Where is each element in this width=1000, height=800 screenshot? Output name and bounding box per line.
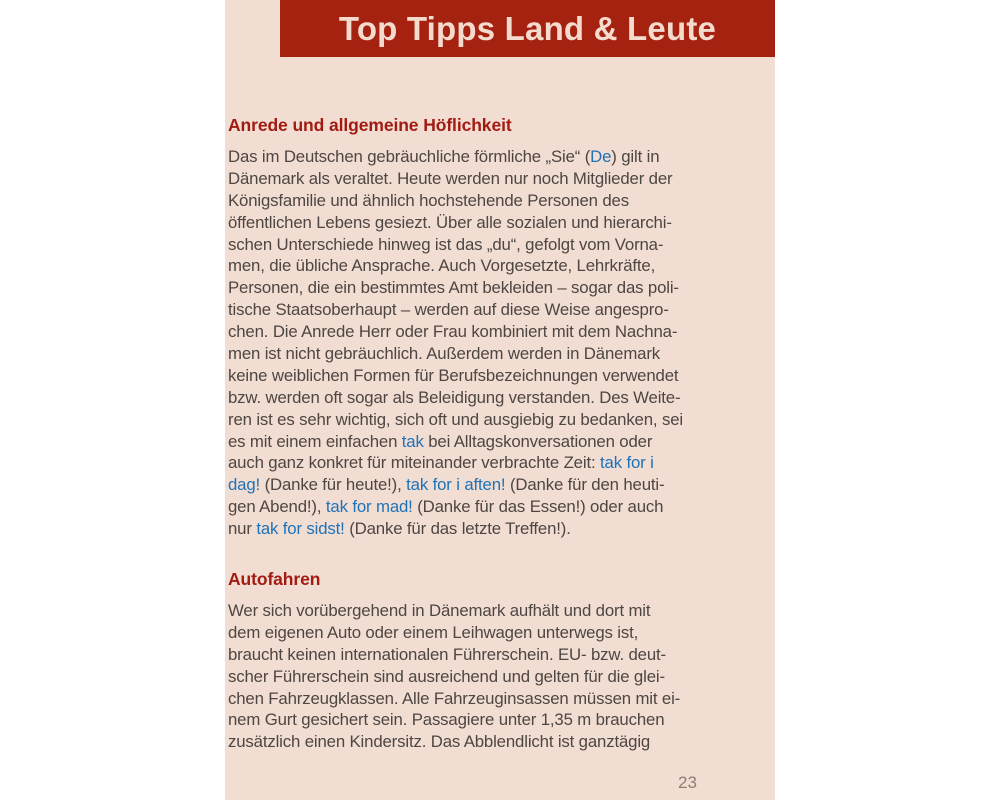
text-line	[228, 146, 768, 168]
text-line	[228, 474, 768, 496]
text-run: (Danke für das letzte Treffen!).	[344, 519, 571, 539]
text-run: ren ist es sehr wichtig, sich oft und ausgiebig zu bedanken, sei	[228, 409, 683, 429]
text-run: men, die übliche Ansprache. Auch Vorgesetzte, Lehrkräfte,	[228, 256, 656, 276]
text-run: chen Fahrzeugklassen. Alle Fahrzeuginsassen müssen mit ei-	[228, 688, 681, 708]
text-line	[228, 234, 768, 256]
text-run: Königsfamilie und ähnlich hochstehende Personen des	[228, 190, 629, 210]
text-run: bei Alltagskonversationen oder	[423, 431, 653, 451]
page-number: 23	[678, 773, 697, 792]
text-line	[228, 168, 768, 190]
text-line	[228, 452, 768, 474]
text-run: bzw. werden oft sogar als Beleidigung verstanden. Des Weite-	[228, 387, 681, 407]
text-line	[228, 343, 768, 365]
text-line	[228, 731, 768, 753]
text-run: Dänemark als veraltet. Heute werden nur noch Mitglieder der	[228, 168, 673, 188]
text-line	[228, 409, 768, 431]
text-run: Personen, die ein bestimmtes Amt bekleiden – sogar das poli-	[228, 278, 679, 298]
text-line	[228, 365, 768, 387]
paragraph	[228, 600, 768, 753]
book-page	[225, 0, 775, 800]
text-run: keine weiblichen Formen für Berufsbezeichnungen verwendet	[228, 365, 679, 385]
section-anrede	[228, 115, 768, 539]
text-line	[228, 212, 768, 234]
text-run: chen. Die Anrede Herr oder Frau kombiniert mit dem Nachna-	[228, 322, 678, 342]
text-run: zusätzlich einen Kindersitz. Das Abblendlicht ist ganztägig	[228, 732, 651, 752]
text-run: nur	[228, 519, 257, 539]
text-line	[228, 321, 768, 343]
text-run: öffentlichen Lebens gesiezt. Über alle sozialen und hierarchi-	[228, 212, 672, 232]
text-line	[228, 255, 768, 277]
text-run: scher Führerschein sind ausreichend und gelten für die glei-	[228, 666, 665, 686]
danish-term: tak for i aften!	[406, 475, 506, 495]
danish-term: tak for i	[600, 453, 654, 473]
danish-term: tak for sidst!	[256, 519, 345, 539]
paragraph	[228, 146, 768, 540]
text-run: gen Abend!),	[228, 497, 326, 517]
danish-term: De	[590, 147, 612, 166]
text-run: braucht keinen internationalen Führerschein. EU- bzw. deut-	[228, 644, 666, 664]
text-line	[228, 518, 768, 540]
text-run: Das im Deutschen gebräuchliche förmliche „Sie“ (	[228, 147, 591, 166]
text-line	[228, 190, 768, 212]
text-line	[228, 622, 768, 644]
text-run: Wer sich vorübergehend in Dänemark aufhält und dort mit	[228, 601, 651, 620]
text-line	[228, 644, 768, 666]
text-run: auch ganz konkret für miteinander verbrachte Zeit:	[228, 453, 600, 473]
text-run: dem eigenen Auto oder einem Leihwagen unterwegs ist,	[228, 622, 639, 642]
text-run: ) gilt in	[611, 147, 660, 166]
text-run: es mit einem einfachen	[228, 431, 402, 451]
text-line	[228, 709, 768, 731]
danish-term: tak	[401, 431, 424, 451]
text-run: (Danke für den heuti-	[505, 475, 665, 495]
section-heading: Anrede und allgemeine Höflichkeit	[228, 115, 512, 135]
section-heading: Autofahren	[228, 569, 321, 589]
text-run: (Danke für das Essen!) oder auch	[412, 497, 664, 517]
header-banner	[280, 0, 775, 57]
text-run: tische Staatsoberhaupt – werden auf diese Weise angespro-	[228, 300, 669, 320]
section-autofahren	[228, 569, 768, 752]
text-line	[228, 277, 768, 299]
text-line	[228, 387, 768, 409]
text-line	[228, 688, 768, 710]
danish-term: dag!	[228, 475, 261, 495]
danish-term: tak for mad!	[325, 497, 413, 517]
text-line	[228, 431, 768, 453]
text-run: nem Gurt gesichert sein. Passagiere unter 1,35 m brauchen	[228, 710, 665, 730]
page-title: Top Tipps Land & Leute	[338, 9, 717, 47]
text-line	[228, 496, 768, 518]
text-line	[228, 600, 768, 622]
text-run: (Danke für heute!),	[260, 475, 407, 495]
text-run: schen Unterschiede hinweg ist das „du“, gefolgt vom Vorna-	[228, 234, 664, 254]
text-run: men ist nicht gebräuchlich. Außerdem werden in Dänemark	[228, 344, 661, 364]
text-line	[228, 666, 768, 688]
text-line	[228, 299, 768, 321]
